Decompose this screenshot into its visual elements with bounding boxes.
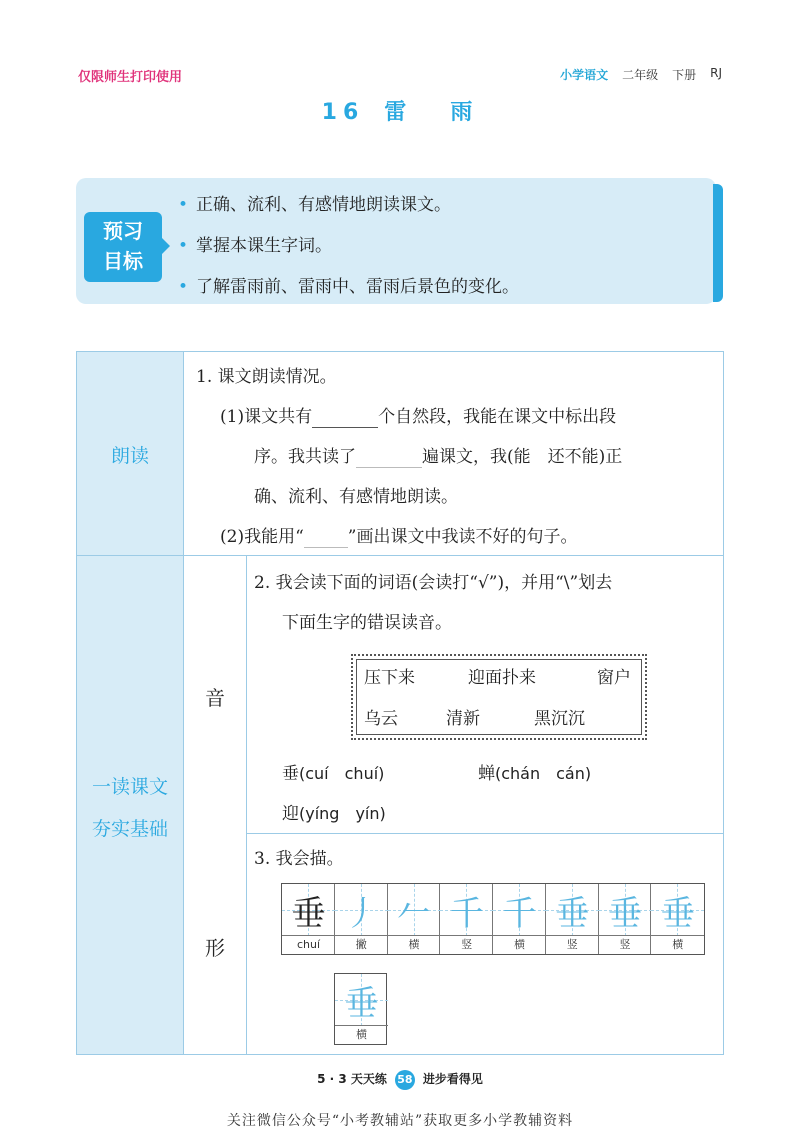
stroke-cell[interactable] <box>651 884 704 954</box>
pinyin-item: 垂(cuí chuí) <box>282 764 385 784</box>
subcategory-shape: 形 <box>205 936 225 960</box>
lesson-title-char1: 雷 <box>384 100 413 125</box>
stroke-label: 横 <box>493 935 546 954</box>
lesson-number: 16 <box>321 100 365 125</box>
stroke-glyph: 千 <box>449 893 484 934</box>
question-1-1-line3: 确、流利、有感情地朗读。 <box>254 487 458 507</box>
stroke-order-grid-extra <box>334 973 387 1045</box>
grade-label: 二年级 <box>622 68 659 82</box>
subcategory-sound: 音 <box>205 686 225 710</box>
question-1: 1. 课文朗读情况。 <box>196 367 337 387</box>
stroke-label: 横 <box>335 1025 388 1044</box>
category-first-reading-line2: 夯实基础 <box>91 818 168 840</box>
divider <box>77 555 723 556</box>
stroke-cell[interactable] <box>388 884 441 954</box>
answer-blank[interactable] <box>356 447 422 468</box>
question-3: 3. 我会描。 <box>254 849 344 869</box>
bullet-icon: • <box>178 236 189 256</box>
category-reading: 朗读 <box>110 445 149 467</box>
watermark-text: 关注微信公众号“小考教辅站”获取更多小学教辅资料 <box>226 1113 574 1129</box>
question-1-1-line1: (1)课文共有 个自然段，我能在课文中标出段 <box>220 407 617 427</box>
print-notice: 仅限师生打印使用 <box>78 70 183 85</box>
stroke-cell[interactable] <box>599 884 652 954</box>
page-number: 58 <box>395 1070 415 1090</box>
word-item[interactable]: 清新 <box>446 709 480 729</box>
answer-blank[interactable] <box>312 407 378 428</box>
bullet-icon: • <box>178 277 189 297</box>
stroke-glyph: 𠂉 <box>397 893 431 934</box>
stroke-label: 竖 <box>546 935 599 954</box>
stroke-glyph: 垂 <box>660 893 695 934</box>
goal-item: • 了解雷雨前、雷雨中、雷雨后景色的变化。 <box>178 277 520 297</box>
question-2-line1: 2. 我会读下面的词语(会读打“√”)，并用“\”划去 <box>254 573 613 593</box>
stroke-glyph: 千 <box>502 893 537 934</box>
category-first-reading-line1: 一读课文 <box>91 776 168 798</box>
stroke-glyph: 垂 <box>291 893 326 934</box>
stroke-label: 撇 <box>335 935 388 954</box>
stroke-cell <box>282 884 335 954</box>
footer-brand: 5 · 3 天天练 <box>317 1072 387 1086</box>
underline-symbol-blank <box>304 527 348 548</box>
word-item[interactable]: 压下来 <box>364 668 415 688</box>
book-info <box>560 66 722 83</box>
question-1-1-line2: 序。我共读了 遍课文，我(能 还不能)正 <box>254 447 623 467</box>
stroke-label: chuí <box>282 935 335 954</box>
goal-item: • 掌握本课生字词。 <box>178 236 333 256</box>
lesson-title-char2: 雨 <box>450 100 479 125</box>
goals-badge-line1: 预习 <box>103 219 143 243</box>
goals-badge <box>84 212 162 282</box>
goal-item: • 正确、流利、有感情地朗读课文。 <box>178 195 452 215</box>
stroke-cell[interactable] <box>440 884 493 954</box>
word-item[interactable]: 迎面扑来 <box>468 668 536 688</box>
divider <box>246 556 247 1054</box>
goals-side-bar <box>713 184 723 302</box>
bullet-icon: • <box>178 195 189 215</box>
stroke-glyph: 垂 <box>555 893 590 934</box>
word-item[interactable]: 黑沉沉 <box>534 709 585 729</box>
stroke-cell[interactable] <box>335 884 388 954</box>
stroke-cell[interactable] <box>335 974 388 1044</box>
stroke-cell[interactable] <box>546 884 599 954</box>
stroke-label: 横 <box>651 935 704 954</box>
lesson-title <box>0 95 800 126</box>
footer-slogan: 进步看得见 <box>422 1072 483 1086</box>
stroke-label: 竖 <box>599 935 652 954</box>
volume-label: 下册 <box>672 68 697 82</box>
stroke-order-grid <box>281 883 705 955</box>
stroke-cell[interactable] <box>493 884 546 954</box>
stroke-label: 横 <box>388 935 441 954</box>
subject-label: 小学语文 <box>560 68 609 82</box>
word-item[interactable]: 乌云 <box>364 709 398 729</box>
stroke-label: 竖 <box>440 935 493 954</box>
question-2-line2: 下面生字的错误读音。 <box>282 613 452 633</box>
word-item[interactable]: 窗户 <box>597 668 631 688</box>
pinyin-item: 迎(yíng yín) <box>282 804 386 824</box>
question-1-2: (2)我能用“ ”画出课文中我读不好的句子。 <box>220 527 578 547</box>
divider <box>247 833 723 834</box>
stroke-glyph: 垂 <box>608 893 642 934</box>
stroke-glyph: 垂 <box>344 983 379 1024</box>
pinyin-item: 蝉(chán cán) <box>478 764 592 784</box>
page-footer <box>0 1070 800 1090</box>
goals-badge-line2: 目标 <box>103 249 143 273</box>
stroke-glyph: 丿 <box>344 893 379 934</box>
edition-label: RJ <box>710 66 722 80</box>
